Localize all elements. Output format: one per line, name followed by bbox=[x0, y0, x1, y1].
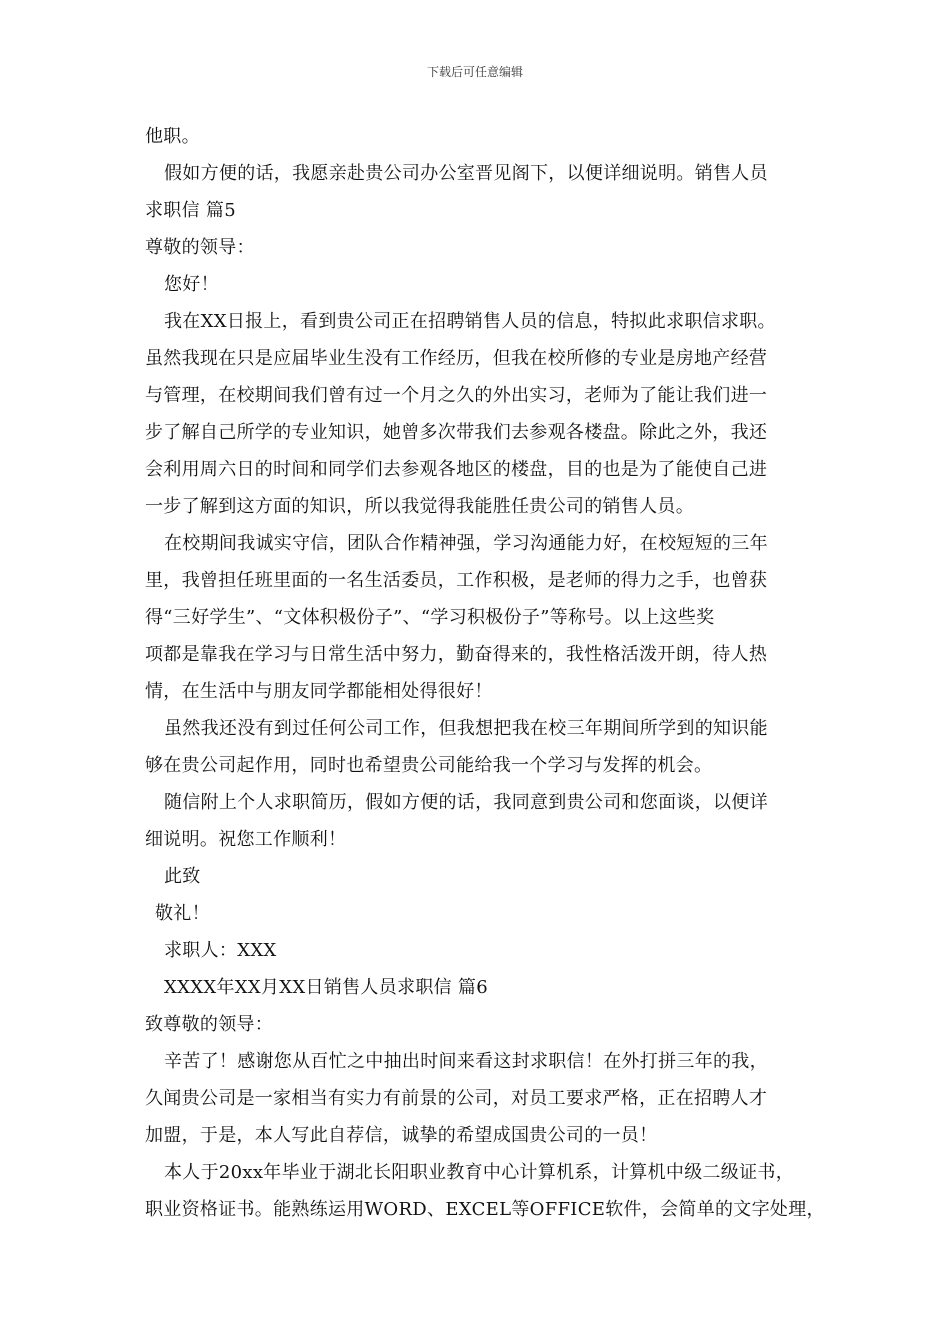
text-line: 情，在生活中与朋友同学都能相处得很好！ bbox=[145, 681, 493, 702]
text-line: 他职。 bbox=[145, 126, 200, 147]
text-line: 在校期间我诚实守信，团队合作精神强，学习沟通能力好，在校短短的三年 bbox=[164, 533, 768, 554]
text-line: 随信附上个人求职简历，假如方便的话，我同意到贵公司和您面谈，以便详 bbox=[164, 792, 768, 813]
text-line: 虽然我还没有到过任何公司工作，但我想把我在校三年期间所学到的知识能 bbox=[164, 718, 768, 739]
text-line: 久闻贵公司是一家相当有实力有前景的公司，对员工要求严格，正在招聘人才 bbox=[145, 1088, 768, 1109]
text-line: 本人于20xx年毕业于湖北长阳职业教育中心计算机系，计算机中级二级证书， bbox=[164, 1162, 795, 1183]
salutation: 尊敬的领导： bbox=[145, 237, 255, 258]
text-line: 加盟，于是，本人写此自荐信，诚挚的希望成国贵公司的一员！ bbox=[145, 1125, 658, 1146]
text-line: 会利用周六日的时间和同学们去参观各地区的楼盘，目的也是为了能使自己进 bbox=[145, 459, 768, 480]
closing: 此致 bbox=[164, 866, 201, 887]
text-line: 够在贵公司起作用，同时也希望贵公司能给我一个学习与发挥的机会。 bbox=[145, 755, 713, 776]
greeting: 您好！ bbox=[164, 274, 219, 295]
section-title: 求职信 篇5 bbox=[145, 200, 236, 221]
page-header: 下载后可任意编辑 bbox=[426, 65, 523, 79]
letter-body bbox=[145, 118, 835, 1228]
text-line: 辛苦了！感谢您从百忙之中抽出时间来看这封求职信！在外打拼三年的我， bbox=[164, 1051, 768, 1072]
text-line: 项都是靠我在学习与日常生活中努力，勤奋得来的，我性格活泼开朗，待人热 bbox=[145, 644, 768, 665]
salutation: 致尊敬的领导： bbox=[145, 1014, 274, 1035]
text-line: 与管理，在校期间我们曾有过一个月之久的外出实习，老师为了能让我们进一 bbox=[145, 385, 768, 406]
text-line: 里，我曾担任班里面的一名生活委员，工作积极，是老师的得力之手，也曾获 bbox=[145, 570, 768, 591]
text-line: 我在XX日报上，看到贵公司正在招聘销售人员的信息，特拟此求职信求职。 bbox=[164, 311, 776, 332]
text-line: 假如方便的话，我愿亲赴贵公司办公室晋见阁下，以便详细说明。销售人员 bbox=[164, 163, 768, 184]
closing-salute: 敬礼！ bbox=[155, 903, 210, 924]
text-line: 步了解自己所学的专业知识，她曾多次带我们去参观各楼盘。除此之外，我还 bbox=[145, 422, 768, 443]
section-title: XXXX年XX月XX日销售人员求职信 篇6 bbox=[164, 977, 488, 998]
text-line: 细说明。祝您工作顺利！ bbox=[145, 829, 347, 850]
text-line: 得“三好学生”、“文体积极份子”、“学习积极份子”等称号。以上这些奖 bbox=[145, 607, 715, 628]
text-line: 职业资格证书。能熟练运用WORD、EXCEL等OFFICE软件，会简单的文字处理， bbox=[145, 1199, 825, 1220]
text-line: 虽然我现在只是应届毕业生没有工作经历，但我在校所修的专业是房地产经营 bbox=[145, 348, 768, 369]
text-line: 一步了解到这方面的知识，所以我觉得我能胜任贵公司的销售人员。 bbox=[145, 496, 694, 517]
signature: 求职人：XXX bbox=[164, 940, 277, 961]
